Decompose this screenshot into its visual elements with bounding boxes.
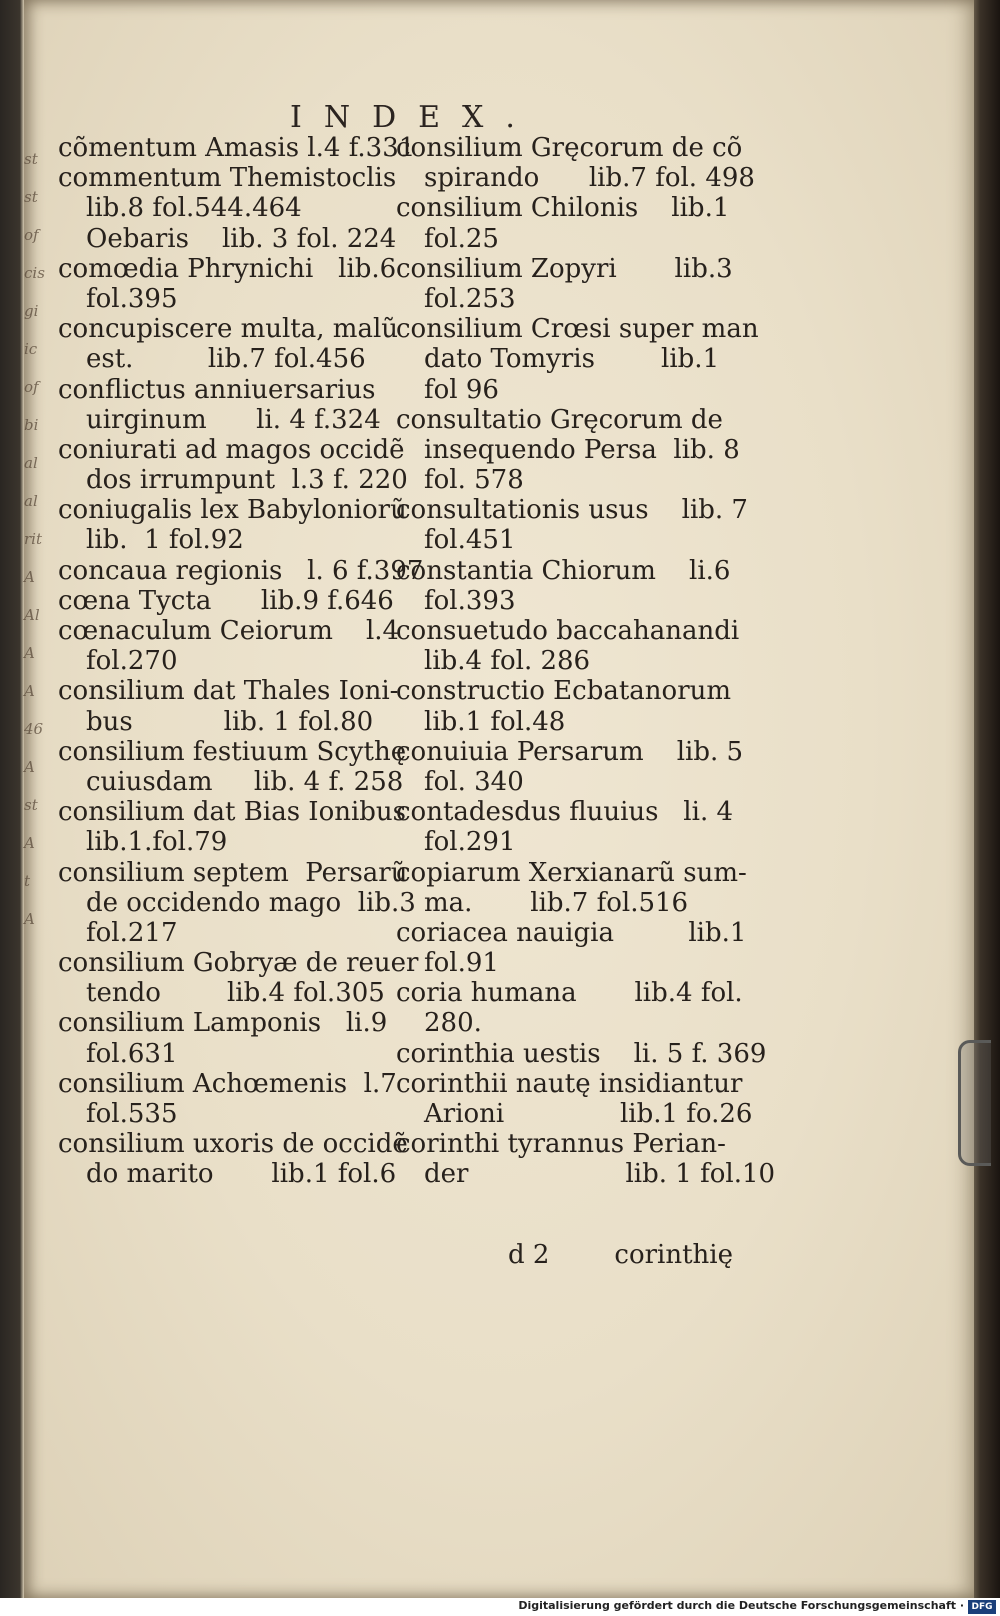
index-entry-line: cõmentum Amasis l.4 f.331 [58, 133, 416, 163]
margin-bleed-glyph: al [24, 492, 38, 510]
index-entry-line: cœna Tycta lib.9 f.646 [58, 585, 394, 616]
index-entry-line: fol. 578 [424, 465, 524, 496]
index-entry-line: fol.91 [424, 948, 499, 979]
index-entry-line: fol.25 [424, 223, 499, 254]
index-entry-line: consilium dat Thales Ioni- [58, 676, 399, 707]
index-entry-line: consuetudo baccahanandi [396, 616, 740, 646]
index-entry-line: cœnaculum Ceiorum l.4 [58, 616, 400, 646]
margin-bleed-glyph: of [24, 226, 39, 244]
margin-bleed-glyph: cis [24, 264, 45, 282]
margin-bleed-glyph: st [24, 188, 38, 206]
index-entry-line: consultationis usus lib. 7 [396, 495, 748, 526]
index-entry-line: coria humana lib.4 fol. [396, 978, 743, 1009]
index-entry-line: fol.291 [424, 827, 516, 858]
margin-bleed-glyph: A [24, 834, 35, 852]
dfg-logo: DFG [968, 1600, 996, 1614]
index-entry-line: conflictus anniuersarius [58, 374, 376, 405]
index-entry-line: concaua regionis l. 6 f.397 [58, 555, 424, 586]
index-entry-line: fol.451 [424, 525, 516, 556]
index-entry-line: constructio Ecbatanorum [396, 676, 732, 707]
margin-bleed-through [24, 140, 46, 928]
index-entry-line: der lib. 1 fol.10 [424, 1159, 776, 1190]
index-entry-line: tendo lib.4 fol.305 [86, 978, 385, 1009]
index-entry-line: de occidendo mago lib.3 [86, 887, 416, 918]
margin-bleed-glyph: A [24, 568, 35, 586]
margin-bleed-glyph: st [24, 796, 38, 814]
signature-mark: d 2 [508, 1240, 550, 1270]
margin-bleed-glyph: gi [24, 302, 39, 320]
margin-bleed-glyph: of [24, 378, 39, 396]
index-entry-line: ma. lib.7 fol.516 [424, 887, 689, 918]
index-entry-line: lib.4 fol. 286 [424, 646, 591, 677]
index-entry-line: dato Tomyris lib.1 [424, 344, 720, 375]
page-foot-line [508, 1240, 733, 1270]
index-entry-line: lib.1.fol.79 [86, 827, 228, 858]
index-entry-line: corinthia uestis li. 5 f. 369 [396, 1038, 767, 1069]
index-entry-line: coriacea nauigia lib.1 [396, 917, 747, 948]
margin-bleed-glyph: A [24, 910, 35, 928]
margin-bleed-glyph: bi [24, 416, 39, 434]
index-entry-line: dos irrumpunt l.3 f. 220 [86, 465, 408, 496]
margin-bleed-glyph: Al [24, 606, 40, 624]
index-entry-line: consilium septem Persarũ [58, 857, 408, 888]
index-column-left [58, 133, 424, 1190]
margin-bleed-glyph: A [24, 758, 35, 776]
index-entry-line: 280. [424, 1008, 482, 1039]
index-entry-line: constantia Chiorum li.6 [396, 555, 731, 586]
index-entry-line: fol.253 [424, 283, 516, 314]
index-entry-line: fol.393 [424, 585, 516, 616]
index-entry-line: coniurati ad magos occidẽ [58, 434, 405, 465]
index-entry-line: bus lib. 1 fol.80 [86, 706, 374, 737]
index-entry-line: spirando lib.7 fol. 498 [424, 163, 755, 194]
book-clasp [958, 1040, 991, 1166]
margin-bleed-glyph: ic [24, 340, 38, 358]
index-entry-line: fol 96 [424, 374, 499, 405]
index-entry-line: fol.631 [86, 1038, 178, 1069]
index-entry-line: consilium Gobryæ de reuer [58, 948, 419, 979]
index-entry-line: consilium Lamponis li.9 [58, 1008, 388, 1039]
index-entry-line: conuiuia Persarum lib. 5 [396, 736, 744, 767]
index-entry-line: consilium dat Bias Ionibus [58, 797, 407, 828]
catchword: corinthię [614, 1240, 733, 1270]
index-entry-line: Oebaris lib. 3 fol. 224 [86, 223, 397, 254]
index-column-right [396, 133, 776, 1190]
digitization-credit: Digitalisierung gefördert durch die Deutsche Forschungsgemeinschaft · [518, 1599, 964, 1612]
index-entry-line: consilium uxoris de occidẽ [58, 1129, 408, 1160]
margin-bleed-glyph: al [24, 454, 38, 472]
index-entry-line: commentum Themistoclis [58, 163, 397, 194]
index-entry-line: coniugalis lex Babyloniorũ [58, 495, 407, 526]
index-entry-line: lib. 1 fol.92 [86, 525, 244, 556]
index-entry-line: corinthii nautę insidiantur [396, 1068, 743, 1099]
index-entry-line: fol.395 [86, 283, 178, 314]
index-entry-line: fol.270 [86, 646, 178, 677]
index-entry-line: Arioni lib.1 fo.26 [424, 1099, 753, 1129]
index-entry-line: corinthi tyrannus Perian- [396, 1129, 726, 1160]
index-entry-line: consilium Achœmenis l.7 [58, 1068, 397, 1099]
index-entry-line: comœdia Phrynichi lib.6 [58, 253, 397, 284]
index-entry-line: fol.535 [86, 1099, 178, 1129]
index-entry-line: consilium festiuum Scythę [58, 736, 407, 767]
index-entry-line: consultatio Gręcorum de [396, 404, 723, 435]
margin-bleed-glyph: st [24, 150, 38, 168]
running-head: INDEX. [290, 100, 537, 135]
margin-bleed-glyph: A [24, 644, 35, 662]
margin-bleed-glyph: 46 [24, 720, 44, 738]
index-entry-line: lib.8 fol.544.464 [86, 193, 302, 224]
index-entry-line: uirginum li. 4 f.324 [86, 404, 381, 435]
margin-bleed-glyph: rit [24, 530, 42, 548]
index-entry-line: fol.217 [86, 917, 178, 948]
margin-bleed-glyph: A [24, 682, 35, 700]
index-entry-line: cuiusdam lib. 4 f. 258 [86, 766, 404, 797]
index-entry-line: copiarum Xerxianarũ sum- [396, 857, 747, 888]
index-entry-line: consilium Crœsi super man [396, 314, 759, 345]
margin-bleed-glyph: t [24, 872, 31, 890]
index-entry-line: consilium Gręcorum de cõ [396, 133, 743, 163]
index-entry-line: insequendo Persa lib. 8 [424, 434, 740, 465]
index-entry-line: lib.1 fol.48 [424, 706, 566, 737]
index-entry-line: contadesdus fluuius li. 4 [396, 797, 734, 828]
index-entry-line: consilium Zopyri lib.3 [396, 253, 733, 284]
index-entry-line: consilium Chilonis lib.1 [396, 193, 730, 224]
index-entry-line: concupiscere multa, malũ [58, 314, 399, 345]
index-entry-line: do marito lib.1 fol.6 [86, 1159, 397, 1190]
index-entry-line: est. lib.7 fol.456 [86, 344, 366, 375]
index-entry-line: fol. 340 [424, 766, 524, 797]
